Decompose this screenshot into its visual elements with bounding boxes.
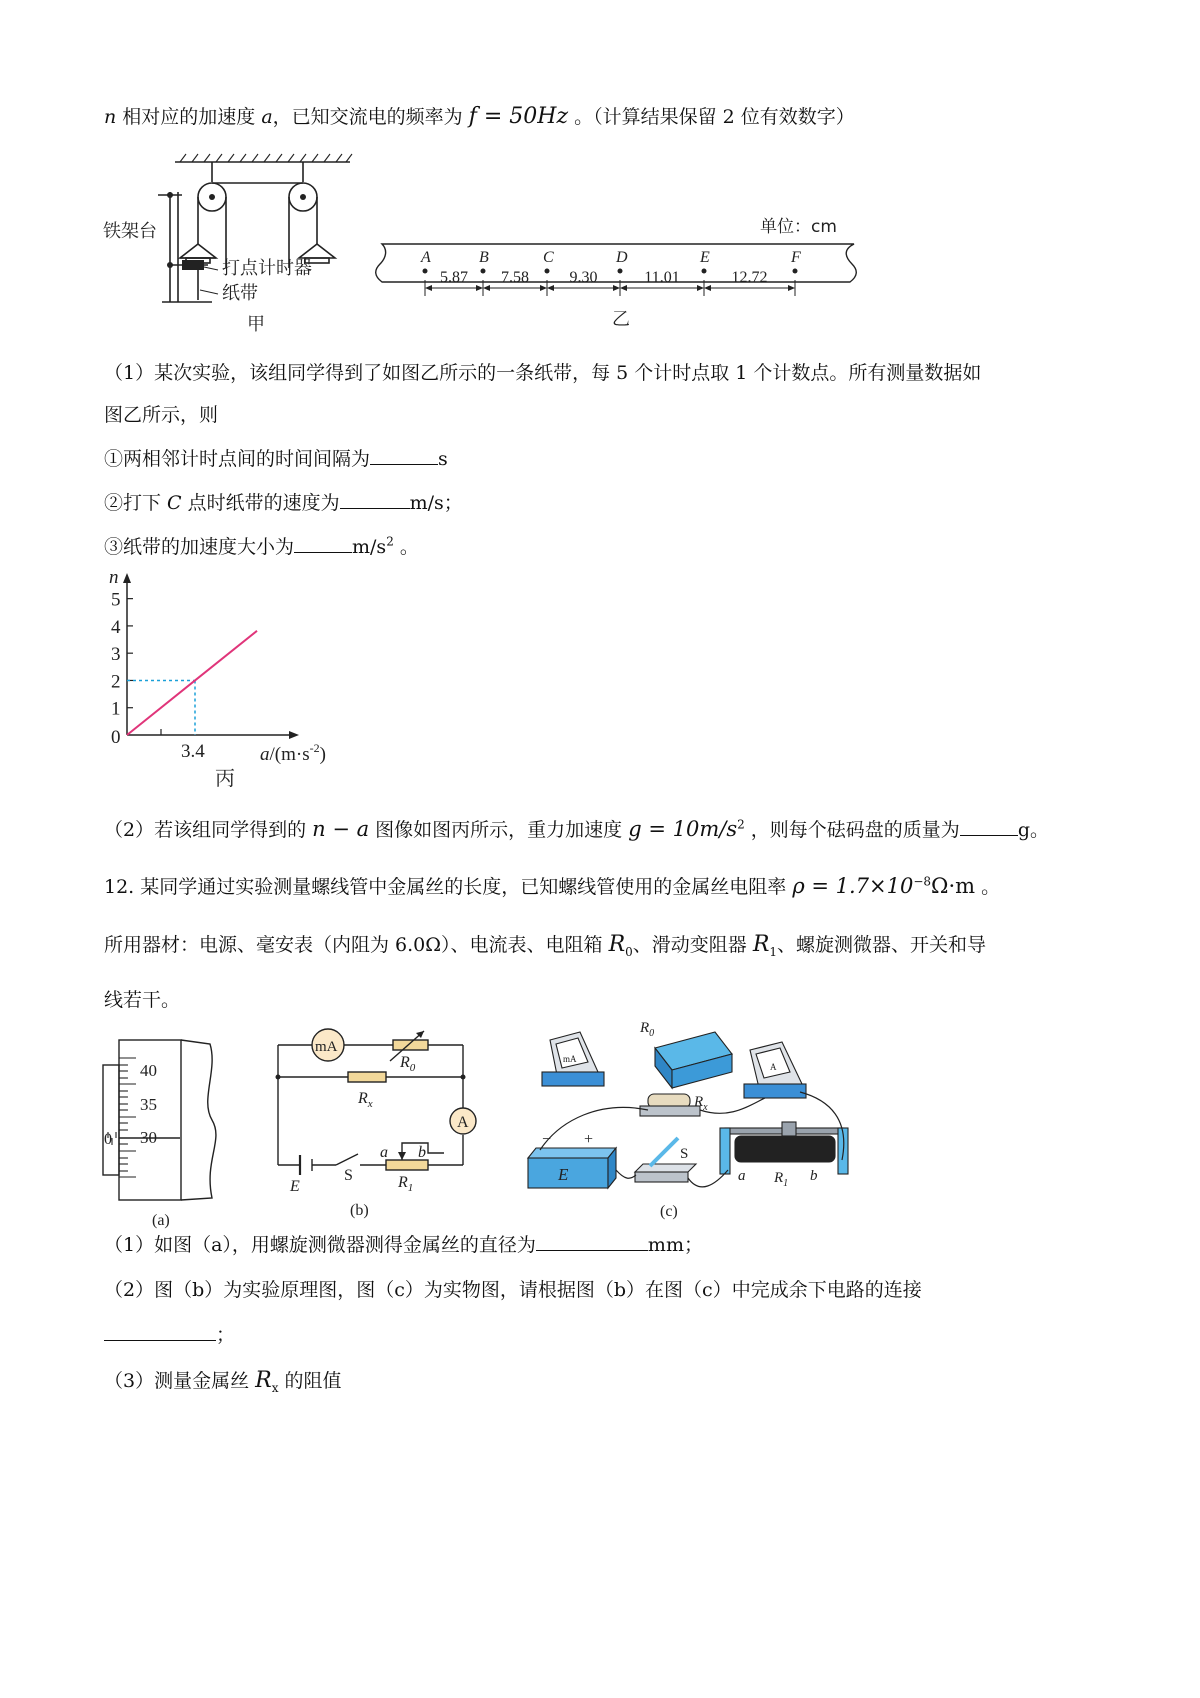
tape-point-label: B bbox=[479, 249, 489, 266]
apparatus-a-terminal: a bbox=[738, 1168, 746, 1184]
answer-blank-circuit[interactable] bbox=[104, 1339, 216, 1341]
tape-arrow bbox=[547, 285, 554, 291]
chart-x-arrow bbox=[289, 731, 299, 739]
apparatus-rx-label: $R_x$ bbox=[694, 1094, 708, 1113]
p12-rho-unit: Ω·m bbox=[931, 874, 976, 898]
answer-blank-acceleration[interactable] bbox=[294, 551, 352, 553]
q2-text-c: ，则每个砝码盘的质量为 bbox=[744, 819, 960, 841]
tape-dot bbox=[618, 269, 623, 274]
p12-line1 bbox=[104, 872, 1000, 899]
q12-1-line bbox=[104, 1230, 703, 1257]
figure-yi bbox=[370, 210, 870, 340]
micrometer-label-30: 30 bbox=[140, 1128, 157, 1147]
q1-sub3-unit: m/s bbox=[352, 536, 387, 558]
figure-bing-chart bbox=[95, 565, 355, 795]
q2-expr: n − a bbox=[312, 817, 370, 841]
chart-x-label: $a/(m\cdot s^{-2})$ bbox=[260, 741, 326, 765]
q12-3-r: R bbox=[255, 1368, 272, 1393]
circuit-e-label: E bbox=[290, 1178, 300, 1195]
chart-origin-label: 0 bbox=[111, 727, 121, 748]
caption-a: (a) bbox=[152, 1212, 170, 1229]
q1-sub3-end: 。 bbox=[393, 536, 419, 558]
tape-points bbox=[420, 249, 801, 296]
circuit-switch-label: S bbox=[344, 1167, 353, 1184]
q1-sub2-var-c: C bbox=[167, 492, 182, 514]
tape-point-label: D bbox=[616, 249, 628, 266]
circuit-a-label: A bbox=[457, 1114, 469, 1131]
micrometer-label-35: 35 bbox=[140, 1095, 157, 1114]
tape-arrow bbox=[704, 285, 711, 291]
chart-series-line bbox=[127, 631, 257, 735]
tape-point-label: A bbox=[421, 249, 431, 266]
var-a: a bbox=[261, 106, 273, 128]
p12-text-a: 12. 某同学通过实验测量螺线管中金属丝的长度，已知螺线管使用的金属丝电阻率 bbox=[104, 876, 793, 898]
q12-1-text: （1）如图（a），用螺旋测微器测得金属丝的直径为 bbox=[104, 1234, 536, 1256]
p12-line2-a: 所用器材：电源、毫安表（内阻为 6.0Ω）、电流表、电阻箱 bbox=[104, 934, 609, 956]
p12-r0-sub: 0 bbox=[625, 944, 633, 959]
q2-text-b: 图像如图丙所示，重力加速度 bbox=[369, 819, 629, 841]
q2-text-a: （2）若该组同学得到的 bbox=[104, 819, 313, 841]
chart-y-tick-label: 3 bbox=[111, 644, 121, 666]
tape-arrow bbox=[620, 285, 627, 291]
chart-y-tick-label: 4 bbox=[111, 616, 121, 638]
figure-a-micrometer bbox=[100, 1030, 240, 1230]
circuit-b-terminal: b bbox=[418, 1144, 426, 1161]
tape-arrow bbox=[540, 285, 547, 291]
intro-text-3: 。（计算结果保留 2 位有效数字） bbox=[568, 106, 855, 128]
p12-r1: R bbox=[752, 932, 770, 957]
apparatus-a-label: A bbox=[770, 1062, 777, 1072]
tape-point-label: F bbox=[791, 249, 801, 266]
tape-arrow bbox=[788, 285, 795, 291]
caption-yi: 乙 bbox=[612, 309, 630, 330]
figure-b-circuit bbox=[268, 1025, 478, 1230]
p12-rho: ρ = 1.7×10 bbox=[792, 874, 914, 898]
chart-y-label: n bbox=[109, 567, 119, 588]
p12-line3: 线若干。 bbox=[104, 989, 181, 1011]
q12-3-line bbox=[104, 1366, 342, 1395]
tape-arrow bbox=[613, 285, 620, 291]
chart-y-tick-label: 5 bbox=[111, 589, 121, 611]
p12-line2-b: 、滑动变阻器 bbox=[632, 934, 753, 956]
apparatus-ma-label: mA bbox=[563, 1054, 577, 1064]
p12-r0: R bbox=[608, 932, 626, 957]
chart-y-tick-label: 1 bbox=[111, 698, 121, 720]
label-iron-stand: 铁架台 bbox=[103, 221, 157, 242]
q1-sub3-text: ③纸带的加速度大小为 bbox=[104, 536, 295, 558]
tape-arrow bbox=[697, 285, 704, 291]
p12-rho-sup: −8 bbox=[913, 874, 932, 889]
p12-line1-end: 。 bbox=[975, 876, 1001, 898]
apparatus-switch-label: S bbox=[680, 1146, 689, 1162]
tape-arrow bbox=[483, 285, 490, 291]
micrometer-zero: 0 bbox=[104, 1131, 112, 1148]
q2-text-d: g。 bbox=[1017, 819, 1049, 841]
caption-b: (b) bbox=[350, 1202, 369, 1219]
q1-sub1-text: ①两相邻计时点间的时间间隔为 bbox=[104, 448, 371, 470]
tape-dot bbox=[793, 269, 798, 274]
p12-line2 bbox=[104, 930, 986, 959]
tape-point-label: E bbox=[700, 249, 710, 266]
tape-distance: 11.01 bbox=[644, 269, 680, 286]
caption-c: (c) bbox=[660, 1203, 678, 1220]
q1-sub1 bbox=[104, 444, 448, 471]
p12-line2-c: 、螺旋测微器、开关和导 bbox=[777, 934, 987, 956]
chart-x-tick-label: 3.4 bbox=[181, 741, 205, 762]
q12-1-unit: mm； bbox=[647, 1234, 703, 1256]
tape-dot bbox=[702, 269, 707, 274]
q1-intro-b: 图乙所示，则 bbox=[104, 404, 219, 426]
tape-point-label: C bbox=[543, 249, 554, 266]
answer-blank-diameter[interactable] bbox=[536, 1249, 648, 1251]
tape-arrow bbox=[476, 285, 483, 291]
caption-jia: 甲 bbox=[247, 314, 265, 335]
circuit-a-terminal: a bbox=[380, 1144, 388, 1161]
figure-jia bbox=[100, 150, 360, 340]
circuit-rx-label: $R_x$ bbox=[358, 1090, 373, 1110]
apparatus-r0-label: $R_0$ bbox=[640, 1020, 655, 1039]
label-tape: 纸带 bbox=[222, 283, 258, 304]
q1-sub2-text-b: 点时纸带的速度为 bbox=[181, 492, 340, 514]
label-timer: 打点计时器 bbox=[222, 258, 312, 279]
chart-y-arrow bbox=[123, 573, 131, 583]
tape-distance: 12.72 bbox=[731, 269, 768, 286]
tape-distance: 9.30 bbox=[569, 269, 598, 286]
circuit-r1-label: $R_1$ bbox=[398, 1174, 414, 1194]
q2-line bbox=[104, 815, 1049, 842]
tape-dot bbox=[545, 269, 550, 274]
q12-3-text: （3）测量金属丝 bbox=[104, 1370, 256, 1392]
q2-g-formula: g = 10m/s bbox=[628, 817, 738, 841]
figure-c-apparatus bbox=[520, 1010, 865, 1230]
intro-text-1: 相对应的加速度 bbox=[116, 106, 262, 128]
q12-2-end: ； bbox=[216, 1324, 236, 1346]
q1-sub3 bbox=[104, 532, 419, 559]
q12-2-line: （2）图（b）为实验原理图，图（c）为实物图，请根据图（b）在图（c）中完成余下电路的连接 bbox=[104, 1279, 922, 1301]
tape-distance: 7.58 bbox=[501, 269, 529, 286]
answer-blank-mass[interactable] bbox=[960, 834, 1018, 836]
chart-caption: 丙 bbox=[215, 766, 235, 790]
intro-line bbox=[104, 102, 855, 129]
p12-r1-sub: 1 bbox=[769, 944, 778, 959]
answer-blank-velocity[interactable] bbox=[340, 507, 410, 509]
q12-3-sub: x bbox=[271, 1380, 279, 1395]
circuit-ma-label: mA bbox=[315, 1039, 338, 1055]
q12-2-line-b bbox=[104, 1320, 235, 1347]
apparatus-minus: − bbox=[542, 1131, 552, 1148]
q1-intro-a: （1）某次实验，该组同学得到了如图乙所示的一条纸带，每 5 个计时点取 1 个计数点。所有测量数据如 bbox=[104, 362, 982, 384]
tape-dot bbox=[423, 269, 428, 274]
answer-blank-interval[interactable] bbox=[370, 463, 438, 465]
q1-sub3-sup: 2 bbox=[386, 534, 394, 549]
q1-sub2 bbox=[104, 488, 463, 515]
apparatus-r1-label: $R_1$ bbox=[774, 1170, 789, 1189]
apparatus-e-label: E bbox=[558, 1165, 569, 1184]
frequency-formula: f = 50Hz bbox=[468, 104, 569, 129]
q1-sub2-unit: m/s； bbox=[409, 492, 463, 514]
tape-dot bbox=[481, 269, 486, 274]
apparatus-b-terminal: b bbox=[810, 1168, 818, 1184]
tape-unit-label: 单位：cm bbox=[760, 217, 837, 237]
chart-y-tick-label: 2 bbox=[111, 671, 121, 693]
tape-arrow bbox=[425, 285, 432, 291]
circuit-r0-label: $R_0$ bbox=[400, 1054, 416, 1074]
intro-text-2: ，已知交流电的频率为 bbox=[272, 106, 469, 128]
var-n: n bbox=[104, 106, 117, 128]
apparatus-plus: + bbox=[584, 1131, 594, 1148]
q2-g-sup: 2 bbox=[737, 817, 745, 832]
tape-distance: 5.87 bbox=[440, 269, 468, 286]
micrometer-label-40: 40 bbox=[140, 1061, 157, 1080]
q12-3-end: 的阻值 bbox=[278, 1370, 342, 1392]
q1-sub2-text-a: ②打下 bbox=[104, 492, 168, 514]
q1-sub1-unit: s bbox=[438, 448, 448, 470]
